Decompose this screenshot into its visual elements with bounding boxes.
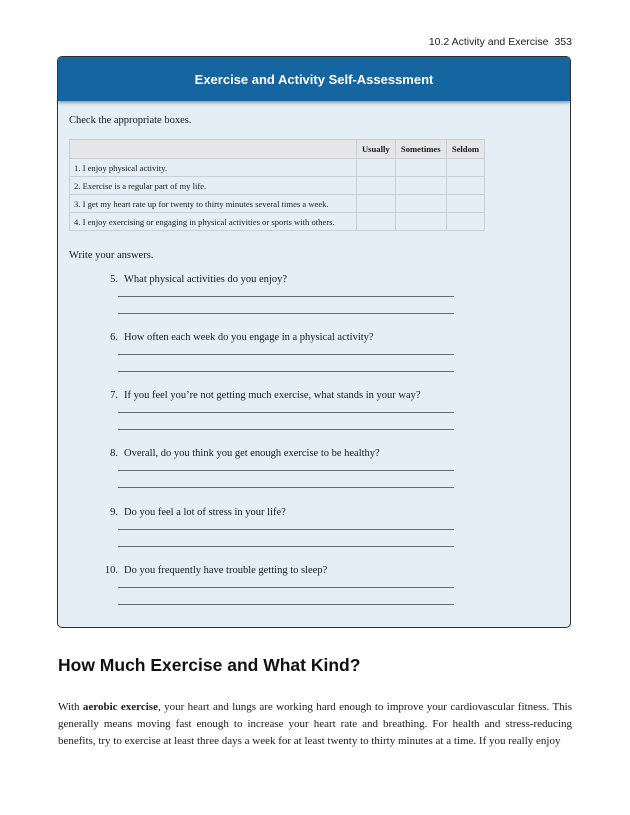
checkbox-sometimes-4[interactable] <box>395 213 446 231</box>
check-instruction: Check the appropriate boxes. <box>69 115 192 126</box>
write-instruction: Write your answers. <box>69 250 154 261</box>
running-head-section: 10.2 Activity and Exercise <box>428 36 549 48</box>
checkbox-usually-3[interactable] <box>357 195 396 213</box>
question-10 <box>98 565 458 576</box>
answer-line[interactable] <box>118 412 454 413</box>
checkbox-sometimes-2[interactable] <box>395 177 446 195</box>
self-assessment-title: Exercise and Activity Self-Assessment <box>58 57 570 101</box>
checkbox-seldom-3[interactable] <box>446 195 484 213</box>
table-row <box>70 159 485 177</box>
checkbox-seldom-4[interactable] <box>446 213 484 231</box>
self-assessment-box <box>57 56 571 628</box>
table-row <box>70 213 485 231</box>
question-7 <box>98 390 458 401</box>
table-header-row <box>70 140 485 159</box>
question-number: 10. <box>104 565 118 576</box>
answer-line[interactable] <box>118 371 454 372</box>
checkbox-seldom-2[interactable] <box>446 177 484 195</box>
question-6 <box>98 332 458 343</box>
question-text: Overall, do you think you get enough exercise to be healthy? <box>124 448 380 459</box>
paragraph-rest: , your heart and lungs are working hard enough to improve your cardiovascular fitness. This generally means moving fast enough to increase your heart rate and breathing. For health and stress-reducing benefits, try to exercise at least three days a week for at least twenty to thirty minutes at a time. If you really enjoy <box>58 701 572 747</box>
question-number: 5. <box>110 274 118 285</box>
question-number: 8. <box>110 448 118 459</box>
question-5 <box>98 274 458 285</box>
page-number: 353 <box>554 36 572 48</box>
table-header-blank <box>70 140 357 159</box>
assessment-table <box>69 139 485 231</box>
answer-line[interactable] <box>118 529 454 530</box>
paragraph-lead: With <box>58 701 83 713</box>
answer-line[interactable] <box>118 354 454 355</box>
question-number: 6. <box>110 332 118 343</box>
checkbox-sometimes-1[interactable] <box>395 159 446 177</box>
question-text: If you feel you’re not getting much exercise, what stands in your way? <box>124 390 421 401</box>
question-text: How often each week do you engage in a physical activity? <box>124 332 374 343</box>
checkbox-usually-1[interactable] <box>357 159 396 177</box>
checkbox-sometimes-3[interactable] <box>395 195 446 213</box>
question-9 <box>98 507 458 518</box>
question-number: 9. <box>110 507 118 518</box>
question-8 <box>98 448 458 459</box>
answer-line[interactable] <box>118 587 454 588</box>
column-header-sometimes: Sometimes <box>395 140 446 159</box>
statement-4: 4. I enjoy exercising or engaging in physical activities or sports with others. <box>70 213 357 231</box>
answer-line[interactable] <box>118 429 454 430</box>
question-text: Do you frequently have trouble getting to sleep? <box>124 565 328 576</box>
statement-2: 2. Exercise is a regular part of my life. <box>70 177 357 195</box>
key-term-aerobic-exercise: aerobic exercise <box>82 701 158 713</box>
question-text: Do you feel a lot of stress in your life? <box>124 507 286 518</box>
answer-line[interactable] <box>118 313 454 314</box>
question-text: What physical activities do you enjoy? <box>124 274 287 285</box>
table-row <box>70 177 485 195</box>
answer-line[interactable] <box>118 604 454 605</box>
checkbox-usually-4[interactable] <box>357 213 396 231</box>
body-paragraph <box>58 699 572 750</box>
answer-line[interactable] <box>118 296 454 297</box>
statement-1: 1. I enjoy physical activity. <box>70 159 357 177</box>
checkbox-seldom-1[interactable] <box>446 159 484 177</box>
statement-3: 3. I get my heart rate up for twenty to thirty minutes several times a week. <box>70 195 357 213</box>
answer-line[interactable] <box>118 470 454 471</box>
question-number: 7. <box>110 390 118 401</box>
section-heading: How Much Exercise and What Kind? <box>58 655 361 675</box>
checkbox-usually-2[interactable] <box>357 177 396 195</box>
answer-line[interactable] <box>118 546 454 547</box>
running-head <box>429 36 572 48</box>
table-row <box>70 195 485 213</box>
column-header-seldom: Seldom <box>446 140 484 159</box>
answer-line[interactable] <box>118 487 454 488</box>
column-header-usually: Usually <box>357 140 396 159</box>
